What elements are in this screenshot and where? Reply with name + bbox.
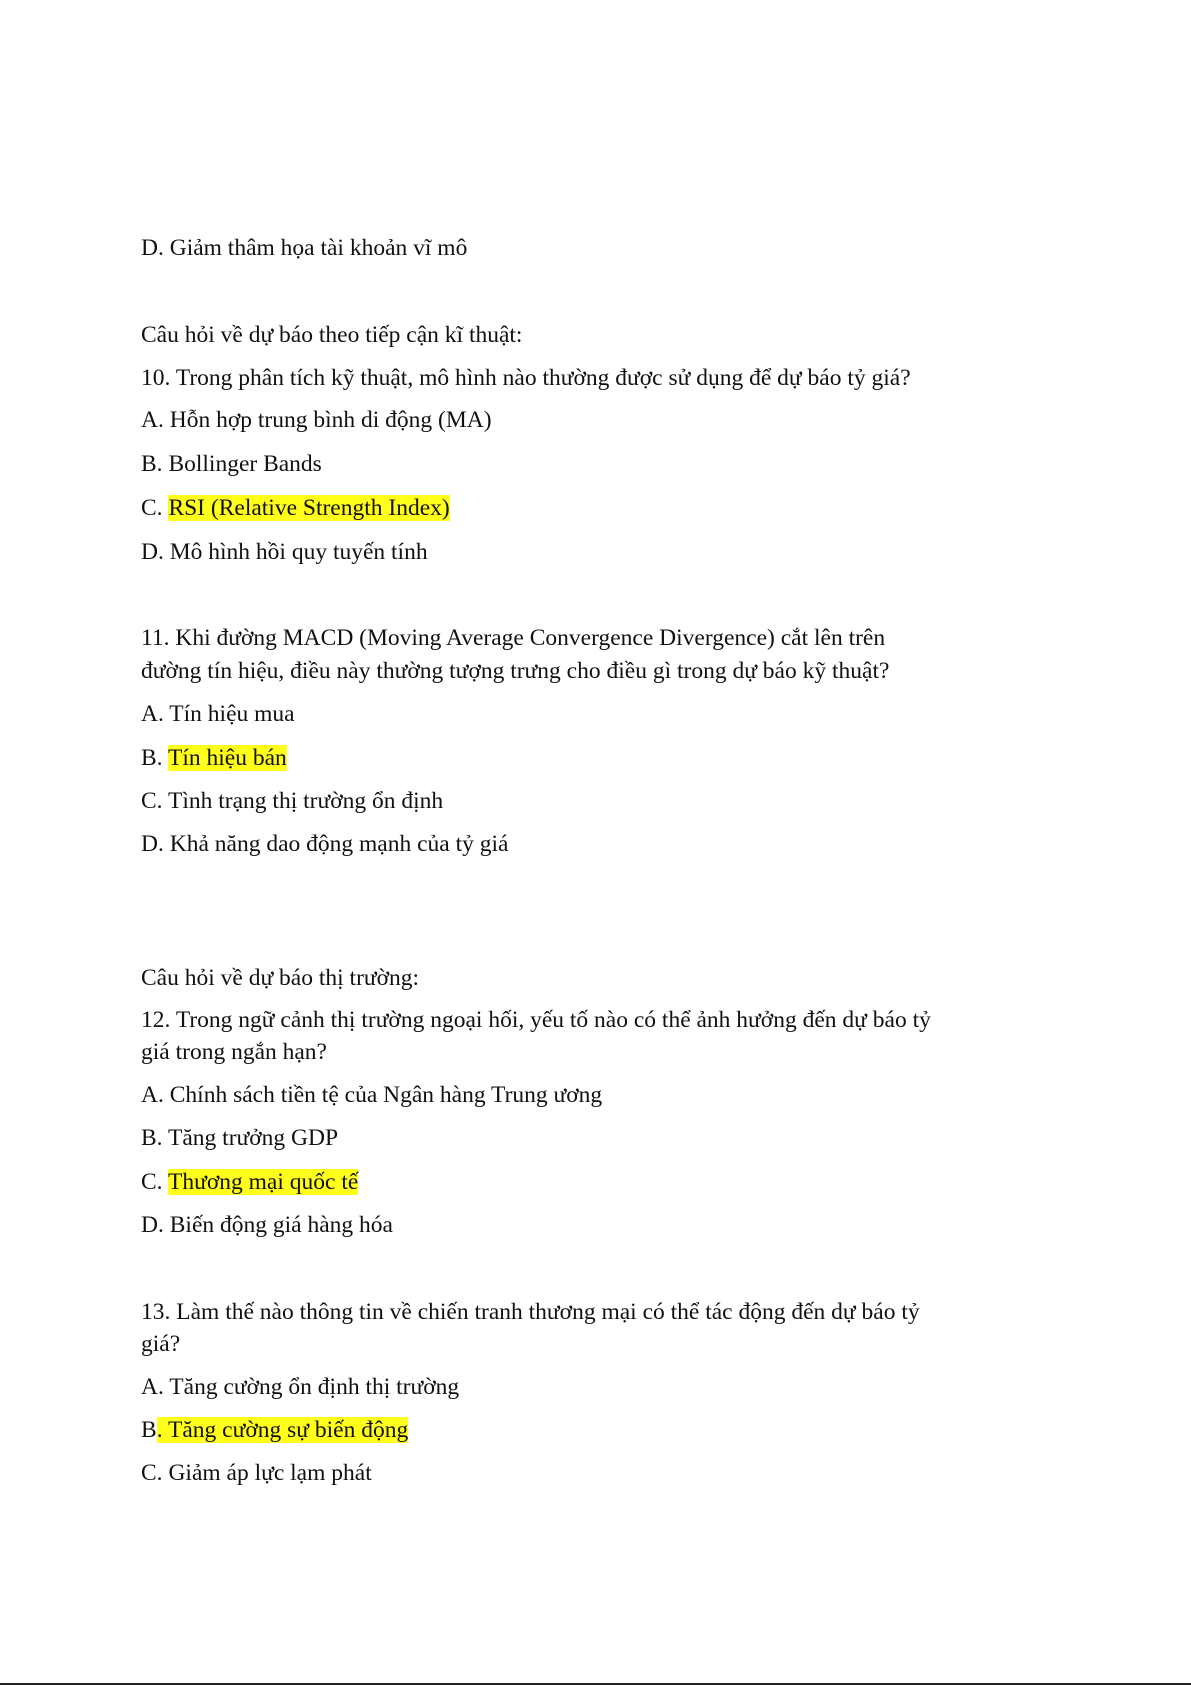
option-text: Tín hiệu mua [169,701,295,727]
option-prefix: D. [141,539,170,565]
previous-option-d: D. Giảm thâm họa tài khoản vĩ mô [141,235,468,261]
option-text: Bollinger Bands [168,451,322,477]
q11-option-b [141,743,287,773]
q13-option-c [141,1458,372,1488]
q13-option-b [141,1415,408,1445]
q11-option-a [141,699,295,729]
option-prefix: C. [141,1460,169,1486]
highlighted-answer: Thương mại quốc tế [168,1169,359,1195]
option-prefix: B. [141,451,169,477]
option-prefix: A. [141,1374,170,1400]
q10-option-c [141,493,450,523]
q10-option-d [141,537,428,567]
highlighted-answer: RSI (Relative Strength Index) [168,495,450,521]
option-prefix: B. [141,745,168,771]
q13-option-a [141,1372,459,1402]
option-prefix: D. [141,831,170,857]
question-11-line-1: 11. Khi đường MACD (Moving Average Convergence Divergence) cắt lên trên [141,625,886,651]
q11-option-c [141,786,443,816]
option-text: Khả năng dao động mạnh của tỷ giá [169,831,509,857]
option-text: Biến động giá hàng hóa [169,1212,393,1238]
option-text: Chính sách tiền tệ của Ngân hàng Trung ương [169,1082,603,1108]
q11-option-d [141,829,508,859]
highlighted-answer: . Tăng cường sự biến động [156,1417,409,1443]
option-text: Tăng trưởng GDP [168,1125,339,1151]
option-prefix: A. [141,1082,170,1108]
q12-option-a [141,1080,602,1110]
option-text: Hỗn hợp trung bình di động (MA) [169,407,492,433]
question-11-line-2: đường tín hiệu, điều này thường tượng trưng cho điều gì trong dự báo kỹ thuật? [141,658,890,684]
option-text: Tăng cường ổn định thị trường [169,1374,460,1400]
section-heading-market: Câu hỏi về dự báo thị trường: [141,965,420,991]
highlighted-answer: Tín hiệu bán [168,745,287,771]
option-prefix: A. [141,701,170,727]
q12-option-b [141,1123,338,1153]
option-text: Tình trạng thị trường ổn định [168,788,444,814]
question-12-line-1: 12. Trong ngữ cảnh thị trường ngoại hối, yếu tố nào có thể ảnh hưởng đến dự báo tỷ [141,1007,931,1033]
option-text: Mô hình hồi quy tuyến tính [169,539,428,565]
option-prefix: B [141,1417,157,1443]
option-prefix: C. [141,788,168,814]
option-text: Giảm áp lực lạm phát [168,1460,372,1486]
question-12-line-2: giá trong ngắn hạn? [141,1039,327,1065]
option-prefix: D. [141,1212,170,1238]
option-prefix: C. [141,495,169,521]
option-prefix: B. [141,1125,168,1151]
question-10: 10. Trong phân tích kỹ thuật, mô hình nào thường được sử dụng để dự báo tỷ giá? [141,365,911,391]
q12-option-c [141,1167,358,1197]
question-13-line-1: 13. Làm thế nào thông tin về chiến tranh thương mại có thể tác động đến dự báo tỷ [141,1299,920,1325]
section-heading-technical: Câu hỏi về dự báo theo tiếp cận kĩ thuật: [141,322,523,348]
option-prefix: C. [141,1169,168,1195]
option-prefix: A. [141,407,170,433]
q10-option-a [141,405,492,435]
q10-option-b [141,449,322,479]
question-13-line-2: giá? [141,1331,181,1357]
q12-option-d [141,1210,393,1240]
